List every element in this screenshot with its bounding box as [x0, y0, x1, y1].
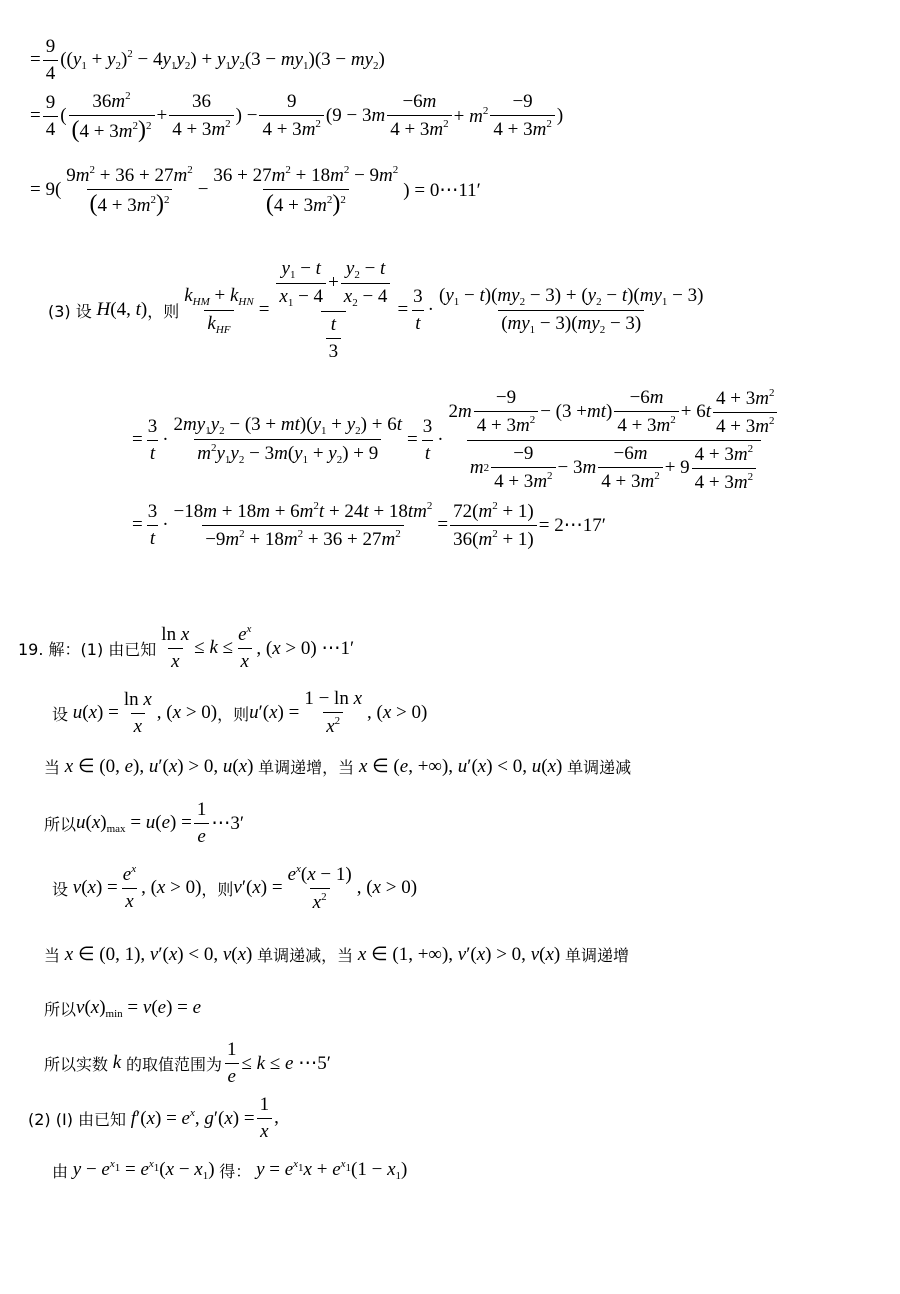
part3-line-3: = $\frac{3}{t}$ · $\frac{-18m + 18m + 6m^2t + 24t + 18tm^2}{-9m^2 + 18m^2 + 36 + 27m^2}$ = $\frac{72(m^2 + 1)}{36(m^2 + 1)}$ = 2⋯17′ — [132, 499, 606, 550]
part3-label: (3) 设 — [48, 301, 92, 321]
equation-line-1: = $\frac{9}{4}$ $((y_1 + y_2)^2 - 4y_1y_2) + y_1y_2(3 - my_1)(3 - my_2)$ — [30, 35, 385, 84]
equation-line-2: = $\frac{9}{4}$ ( $36m^2$ $(4 + 3m^2)^2$ + $\frac{36}{4 + 3m^2}$ ) − $\frac{9}{4 + 3m^2}$ (9 − 3m −6m $4 + 3m^2$ + $m^2$ −9 $4 + 3m^2$ ) — [30, 89, 564, 143]
equation-line-3: = 9( $9m^2 + 36 + 27m^2$ $(4 + 3m^2)^2$ − $\frac{36 + 27m^2 + 18m^2 - 9m^2}{(4 + 3m^2)^2}$ ) = 0⋯11′ — [30, 163, 481, 217]
q19-line-10: 由 $y - e^{x_1} = e^{x_1}(x - x_1)$ 得： $y = e^{x_1}x + e^{x_1}(1 - x_1)$ — [52, 1158, 408, 1182]
q19-line-5: 设 v(x) = $\frac{e^x}{x}$ , (x > 0) ，则 v′(x) = $\frac{e^x(x - 1)}{x^2}$ , (x > 0) — [52, 862, 418, 913]
part3-line-1: (3) 设 H(4, t) ，则 $k_{HM} + k_{HN}$ $k_{HF}$ = $y_1 - t$ $x_1 - 4$ + $y_2 - t$ $x_2 - 4$ $\frac{t}{3}$ = $\frac{3}{t}$ · $(y_1 - t)(my_2 - 3) + (y_2 - t)(my_1 - 3)$ $(my_1 - 3)(my_2 - 3)$ — [48, 257, 704, 362]
q19-line-2: 设 u(x) = $\frac{\text{ln x}}{x}$ , (x > 0) ，则 u′(x) = $\frac{\text{1 − ln x}}{x^2}$ , (x > 0) — [52, 688, 428, 737]
q19-line-4: 所以 $u(x)_{max} = u(e)$ = $\frac{1}{e}$ ⋯3′ — [44, 798, 244, 847]
q19-line-8: 所以实数 k 的取值范围为 $\frac{1}{e}$ ≤ k ≤ e ⋯5′ — [44, 1038, 331, 1087]
q19-line-7: 所以 $v(x)_{min} = v(e) = e$ — [44, 996, 202, 1020]
q19-line-3: 当 x ∈ (0, e), u′(x) > 0, u(x) 单调递增，当 x ∈ (e, +∞), u′(x) < 0, u(x) 单调递减 — [44, 755, 632, 777]
q19-header: 19. 解：(1) 由已知 — [18, 639, 157, 659]
q19-line-6: 当 x ∈ (0, 1), v′(x) < 0, v(x) 单调递减，当 x ∈ (1, +∞), v′(x) > 0, v(x) 单调递增 — [44, 943, 629, 965]
q19-line-9: (2) (Ⅰ) 由已知 $f'(x) = e^x$, g′(x) = $\frac{1}{x}$ , — [28, 1093, 279, 1142]
part3-line-2: = $\frac{3}{t}$ · $\frac{2my_1y_2 - (3 + mt)(y_1 + y_2) + 6t}{m^2y_1y_2 - 3m(y_1 + y_2) + 9}$ = $\frac{3}{t}$ · 2 m −9 $4 + 3m^2$ − (3 + mt ) −6m $4 + 3m^2$ + 6 t $4 + 3m^2$ $4 + 3m^2$ m 2 −9 $4 + 3m^2$ − 3 m −6m $4 + 3m^2$ + 9 $4 + 3m^2$ $4 + 3m^2$ — [132, 385, 784, 495]
q19-line-1: 19. 解：(1) 由已知 $\frac{\text{ln x}}{x}$ ≤ k ≤ $\frac{e^x}{x}$ , (x > 0) ⋯1′ — [18, 623, 355, 672]
